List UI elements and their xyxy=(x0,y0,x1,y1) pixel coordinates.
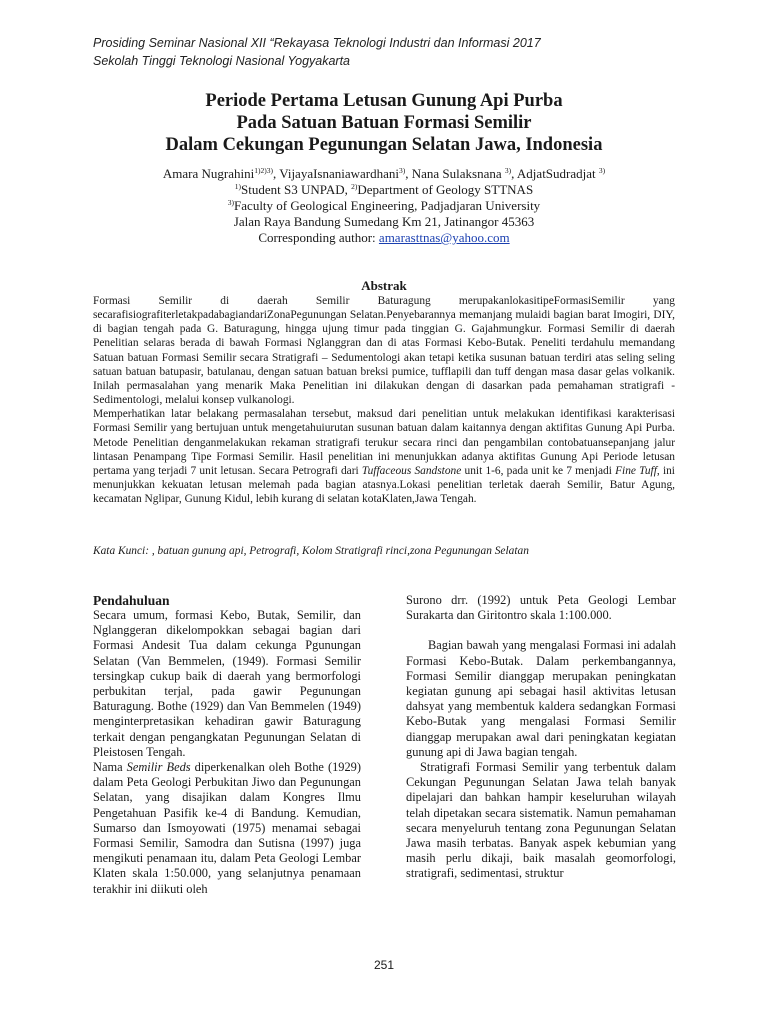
abstract-body xyxy=(93,294,675,506)
abstract-text: Memperhatikan latar belakang permasalahan tersebut, maksud dari penelitian untuk melakukan identifikasi karakterisasi Formasi Semilir yang bertujuan untuk mengetahuiurutan susunan batuan dalam kaitannya dengan aktifitas Gunung Api Purba. Metode Penelitian denganmelakukan rekaman stratigrafi terukur secara rinci dan pengambilan contobatuansepanjang jalur lintasan Penampang Tipe Formasi Semilir. Hasil penelitian ini menunjukkan adanya aktifitas Gunung Api Periode letusan pertama yang terjadi 7 unit letusan. Secara Petrografi dari xyxy=(93,408,675,477)
body-paragraph: Bagian bawah yang mengalasi Formasi ini adalah Formasi Kebo-Butak. Dalam perkembangannya, Formasi Semilir dianggap merupakan peningkatan kegiatan gunung api sebagai hasil aktivitas letusan dahsyat yang membentuk kaldera sedangkan Formasi Kebo-Butak yang mengalasi Formasi Semilir dianggap merupakan awal dari peningkatan kegiatan gunung api di Jawa bagian tengah. xyxy=(406,638,676,759)
abstract-paragraph-2 xyxy=(93,407,675,506)
abstract-italic-term: Tuffaceous Sandstone xyxy=(361,464,462,477)
body-paragraph: Surono drr. (1992) untuk Peta Geologi Lembar Surakarta dan Giritontro skala 1:100.000. xyxy=(406,593,676,623)
proceedings-header xyxy=(93,34,733,70)
affiliation-text: Student S3 UNPAD, xyxy=(241,182,352,197)
body-text: diperkenalkan oleh Bothe (1929) dalam Peta Geologi Perbukitan Jiwo dan Pegunungan Selatan, yang disajikan dalam Kongres Ilmu Pengetahuan Pasifik ke-4 di Bandung. Kemudian, Sumarso dan Ismoyowati (1975) menamai sebagai Formasi Semilir, Samodra dan Sutisna (1997) juga mengikuti penamaan itu, dalam Peta Geologi Lembar Klaten skala 1:50.000, yang selanjutnya penamaan terakhir ini diikuti oleh xyxy=(93,760,361,896)
author-affiliation-mark: 3) xyxy=(399,166,406,175)
header-line-2: Sekolah Tinggi Teknologi Nasional Yogyakarta xyxy=(93,54,351,68)
header-line-1: Prosiding Seminar Nasional XII “Rekayasa Teknologi Industri dan Informasi 2017 xyxy=(93,36,541,50)
email-link[interactable]: amarasttnas@yahoo.com xyxy=(378,230,510,245)
affiliation-text: Department of Geology STTNAS xyxy=(357,182,534,197)
affiliation-mark: 1) xyxy=(234,182,242,191)
abstract-text: unit 1-6, pada unit ke 7 menjadi xyxy=(461,464,616,477)
affiliation-mark: 3) xyxy=(227,198,235,207)
author-name: Amara Nugrahini xyxy=(162,166,255,181)
title-line-1: Periode Pertama Letusan Gunung Api Purba xyxy=(205,91,563,111)
title-line-2: Pada Satuan Batuan Formasi Semilir xyxy=(236,113,532,133)
affiliation-text: Faculty of Geological Engineering, Padjadjaran University xyxy=(234,198,541,213)
abstract-paragraph-1: Formasi Semilir di daerah Semilir Baturagung merupakanlokasitipeFormasiSemilir yang secarafisiografiterletakpadabagiandariZonaPegunungan Selatan.Penyebarannya memanjang mulaidi bagian barat Imogiri, DIY, di bagian tengah pada G. Baturagung, hingga ujung timur pada tinggian G. Gajahmungkur. Formasi Semilir di daerah Penelitian selaras berada di bawah Formasi Nglanggran dan di atas Formasi Kebo-Butak. Peneliti terdahulu memandang Satuan batuan Formasi Semilir secara Stratigrafi – Sedumentologi akan tetapi ketika susunan batuan terdiri atas seling seling satuan batuan batupasir, batulanau, dengan satuan batuan breksi pumice, tufflapili dan tuff dengan masa dasar gelas volkanik. Inilah permasalahan yang menarik Maka Penelitian ini dilakukan dengan di dasarkan pada pemahaman stratigrafi - Sedimentologi, melalui konsep vulkanologi. xyxy=(93,295,675,407)
title-line-3: Dalam Cekungan Pegunungan Selatan Jawa, Indonesia xyxy=(165,135,603,155)
section-heading: Pendahuluan xyxy=(93,593,170,608)
page-number: 251 xyxy=(373,958,395,972)
author-affiliation-mark: 3) xyxy=(504,166,512,175)
abstract-heading: Abstrak xyxy=(361,278,407,293)
body-column-left xyxy=(93,593,361,897)
address-line: Jalan Raya Bandung Sumedang Km 21, Jatinangor 45363 xyxy=(233,214,535,229)
affiliation-line-2 xyxy=(60,198,708,214)
body-italic-term: Semilir Beds xyxy=(126,760,191,775)
corresponding-label: Corresponding author: xyxy=(258,230,379,245)
body-column-right xyxy=(406,593,676,882)
affiliation-line-1 xyxy=(60,182,708,198)
body-paragraph: Secara umum, formasi Kebo, Butak, Semilir, dan Nglanggeran dikelompokkan sebagai bagian dari Formasi Andesit Tua dalam cekunga Pgunungan Selatan (Van Bemmelen, (1949). Formasi Semilir tersingkap cukup baik di daerah yang bermorfologi perbukitan terjal, pada gawir Pegunungan Baturagung. Bothe (1929) dan Van Bemmelen (1949) menginterpretasikan kehadiran gawir Baturagung terkait dengan pengangkatan Pegunungan Selatan di Pleistosen Tengah. xyxy=(93,608,361,759)
body-paragraph: Stratigrafi Formasi Semilir yang terbentuk dalam Cekungan Pegunungan Selatan Jawa telah banyak dipelajari dan bahkan hampir keseluruhan wilayah telah dipetakan secara sistematik. Namun pemahaman secara menyeluruh tentang zona Pegunungan Selatan Jawa masih terbatas. Banyak aspek kebumian yang masih perlu dikaji, baik masalah geomorfologi, stratigrafi, sedimentasi, struktur xyxy=(406,760,676,881)
abstract-italic-term: Fine Tuff xyxy=(615,464,657,477)
author-name: , VijayaIsnaniawardhani xyxy=(272,166,399,181)
abstract-text: , ini menunjukkan kekuatan letusan melemah pada bagian atasnya.Lokasi penelitian terletak daerah Semilir, Batur Agung, kecamatan Nglipar, Gunung Kidul, lebih kurang di selatan kotaKlaten,Jawa Tengah. xyxy=(93,464,675,506)
body-paragraph xyxy=(93,760,361,897)
author-name: , Nana Sulaksnana xyxy=(405,166,505,181)
author-list xyxy=(60,166,708,182)
body-text: Nama xyxy=(93,760,127,775)
author-affiliation-mark: 3) xyxy=(598,166,606,175)
affiliation-mark: 2) xyxy=(351,182,358,191)
author-affiliation-mark: 1)2)3) xyxy=(254,166,273,175)
author-block xyxy=(60,166,708,246)
corresponding-author-line xyxy=(60,230,708,246)
paper-title xyxy=(60,90,708,156)
keywords: Kata Kunci: , batuan gunung api, Petrografi, Kolom Stratigrafi rinci,zona Pegunungan Selatan xyxy=(93,545,529,557)
author-name: , AdjatSudradjat xyxy=(511,166,599,181)
